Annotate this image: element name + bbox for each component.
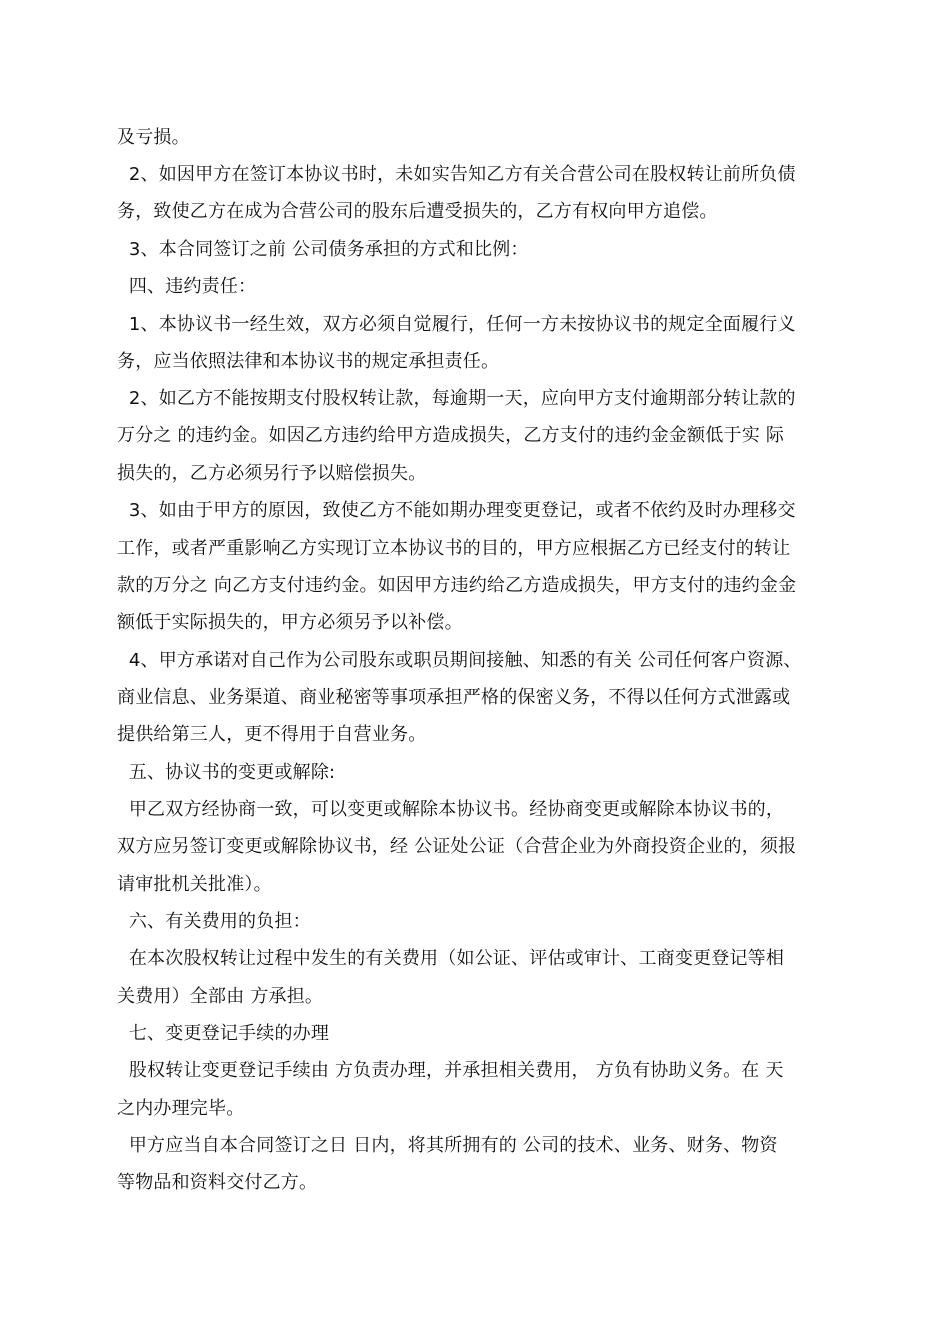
text-line: 款的万分之 向乙方支付违约金。如因甲方违约给乙方造成损失，甲方支付的违约金金 bbox=[117, 575, 797, 596]
text-line: 甲方应当自本合同签订之日 日内，将其所拥有的 公司的技术、业务、财务、物资 bbox=[117, 1135, 778, 1156]
text-line: 关费用）全部由 方承担。 bbox=[117, 986, 324, 1007]
text-line: 务，致使乙方在成为合营公司的股东后遭受损失的，乙方有权向甲方追偿。 bbox=[117, 201, 718, 222]
text-line: 3、如由于甲方的原因，致使乙方不能如期办理变更登记，或者不依约及时办理移交 bbox=[117, 500, 796, 521]
text-line: 股权转让变更登记手续由 方负责办理，并承担相关费用， 方负有协助义务。在 天 bbox=[117, 1060, 784, 1081]
text-line: 及亏损。 bbox=[117, 127, 190, 148]
text-line: 3、本合同签订之前 公司债务承担的方式和比例： bbox=[117, 239, 529, 260]
text-line: 提供给第三人，更不得用于自营业务。 bbox=[117, 724, 427, 745]
text-line: 请审批机关批准）。 bbox=[117, 874, 272, 895]
section-heading: 五、协议书的变更或解除: bbox=[117, 762, 336, 783]
text-line: 在本次股权转让过程中发生的有关费用（如公证、评估或审计、工商变更登记等相 bbox=[117, 948, 785, 969]
text-line: 甲乙双方经协商一致，可以变更或解除本协议书。经协商变更或解除本协议书的， bbox=[117, 799, 785, 820]
text-line: 之内办理完毕。 bbox=[117, 1098, 245, 1119]
text-line: 等物品和资料交付乙方。 bbox=[117, 1172, 318, 1193]
text-line: 额低于实际损失的，甲方必须另予以补偿。 bbox=[117, 612, 463, 633]
section-heading: 四、违约责任： bbox=[117, 276, 257, 297]
text-line: 工作，或者严重影响乙方实现订立本协议书的目的，甲方应根据乙方已经支付的转让 bbox=[117, 538, 791, 559]
text-line: 损失的，乙方必须另行予以赔偿损失。 bbox=[117, 463, 427, 484]
text-line: 万分之 的违约金。如因乙方违约给甲方造成损失，乙方支付的违约金金额低于实 际 bbox=[117, 425, 785, 446]
text-line: 2、如因甲方在签订本协议书时，未如实告知乙方有关合营公司在股权转让前所负债 bbox=[117, 164, 796, 185]
text-line: 2、如乙方不能按期支付股权转让款，每逾期一天，应向甲方支付逾期部分转让款的 bbox=[117, 388, 796, 409]
text-line: 1、本协议书一经生效，双方必须自觉履行，任何一方未按协议书的规定全面履行义 bbox=[117, 314, 796, 335]
text-line: 商业信息、业务渠道、商业秘密等事项承担严格的保密义务，不得以任何方式泄露或 bbox=[117, 687, 791, 708]
section-heading: 七、变更登记手续的办理 bbox=[117, 1023, 330, 1044]
text-line: 4、甲方承诺对自己作为公司股东或职员期间接触、知悉的有关 公司任何客户资源、 bbox=[117, 650, 802, 671]
text-line: 双方应另签订变更或解除协议书，经 公证处公证（合营企业为外商投资企业的，须报 bbox=[117, 836, 797, 857]
section-heading: 六、有关费用的负担： bbox=[117, 911, 311, 932]
text-line: 务，应当依照法律和本协议书的规定承担责任。 bbox=[117, 351, 500, 372]
